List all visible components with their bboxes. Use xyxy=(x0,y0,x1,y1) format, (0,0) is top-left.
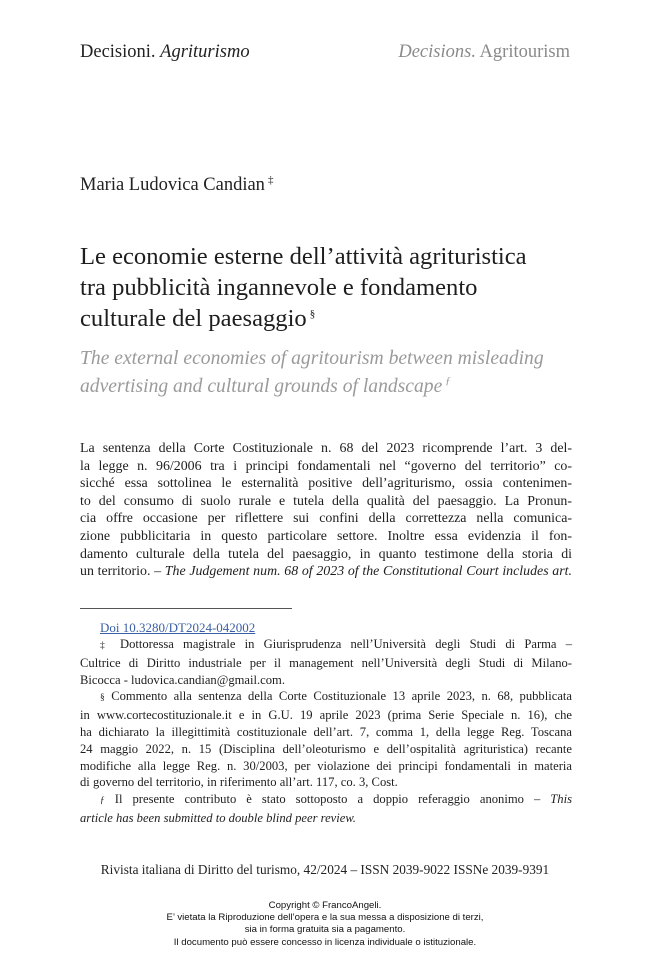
footnote-line: in www.cortecostituzionale.it e in G.U. 19 aprile 2023 (prima Serie Speciale n. 16), che xyxy=(80,708,572,723)
footnote-line-text: Commento alla sentenza della Corte Costituzionale 13 aprile 2023, n. 68, pubblicata xyxy=(104,689,572,704)
running-head-left xyxy=(80,42,250,63)
running-head-left-regular: Decisioni. xyxy=(80,42,161,62)
article-title-line xyxy=(80,303,590,334)
footnote-line: ha dichiarato la illegittimità costituzionale dell’art. 7, comma 1, della legge Reg. Toscana xyxy=(80,724,572,739)
running-head-right-regular: Agritourism xyxy=(475,42,570,62)
footnote-line-text: Il presente contributo è stato sottoposto a doppio referaggio anonimo – xyxy=(104,792,551,807)
footnote-line: Cultrice di Diritto industriale per il management nell’Università degli Studi di Milano- xyxy=(80,655,572,670)
abstract xyxy=(80,440,572,581)
footnote-line xyxy=(80,688,572,707)
running-head-left-italic: Agriturismo xyxy=(160,42,250,62)
abstract-line: la legge n. 96/2006 tra i principi fondamentali nel “governo del territorio” co- xyxy=(80,458,572,474)
article-title-line: tra pubblicità ingannevole e fondamento xyxy=(80,274,478,301)
title-footnote-mark[interactable]: § xyxy=(309,307,316,320)
footnote-mark: ƒ xyxy=(100,796,105,807)
abstract-last-italic: The Judgement num. 68 of 2023 of the Constitutional Court includes art. xyxy=(164,564,572,580)
footnote-commentary xyxy=(80,688,572,791)
journal-citation: Rivista italiana di Diritto del turismo, 42/2024 – ISSN 2039-9022 ISSNe 2039-9391 xyxy=(100,862,550,877)
footnote-line xyxy=(80,791,572,810)
author-name: Maria Ludovica Candian xyxy=(80,175,265,195)
running-head-right xyxy=(398,42,570,63)
article-title-line-text: culturale del paesaggio xyxy=(80,305,307,332)
author-line xyxy=(80,175,273,196)
author-footnote-mark[interactable]: ‡ xyxy=(267,173,274,186)
footnote-peer-review xyxy=(80,791,572,827)
article-title-line: Le economie esterne dell’attività agrituristica xyxy=(80,243,527,270)
abstract-line: to del consumo di suolo rurale e tutela della qualità del paesaggio. La Pronun- xyxy=(80,493,572,509)
abstract-last-regular: un territorio. – xyxy=(80,564,165,580)
english-title-line xyxy=(80,373,590,401)
doi-link[interactable]: Doi 10.3280/DT2024-042002 xyxy=(100,620,256,635)
footnote-line-text: Dottoressa magistrale in Giurisprudenza nell’Università degli Studi di Parma – xyxy=(110,637,573,651)
footnote-author xyxy=(80,636,572,688)
footnotes xyxy=(80,619,572,827)
abstract-line: cia offre occasione per riflettere sui confini della correttezza nella comunica- xyxy=(80,511,572,527)
english-title-line-text: advertising and cultural grounds of landscape xyxy=(80,376,443,397)
footnote-separator xyxy=(80,608,292,609)
footnote-line: 24 maggio 2022, n. 15 (Disciplina dell’oleoturismo e dell’ospitalità agrituristica) recante xyxy=(80,741,572,756)
copyright-line: E’ vietata la Riproduzione dell’opera e la sua messa a disposizione di terzi, xyxy=(166,912,484,924)
copyright-line: Il documento può essere concesso in licenza individuale o istituzionale. xyxy=(173,936,477,948)
footnote-line: Bicocca - ludovica.candian@gmail.com. xyxy=(80,672,285,687)
footnote-line: modifiche alla legge Reg. n. 30/2003, per violazione dei principi fondamentali in materia xyxy=(80,758,572,773)
running-head-right-italic: Decisions. xyxy=(398,42,476,62)
article-title xyxy=(80,241,590,334)
footnote-mark: ‡ xyxy=(100,641,111,651)
copyright-line: Copyright © FrancoAngeli. xyxy=(268,900,382,911)
footnote-mark: § xyxy=(100,693,105,704)
copyright-line: sia in forma gratuita sia a pagamento. xyxy=(244,924,406,936)
copyright-notice xyxy=(0,900,650,949)
abstract-line: damento culturale della tutela del paesaggio, in quanto testimone della storia di xyxy=(80,546,572,562)
article-title-english xyxy=(80,345,590,401)
footnote-line xyxy=(80,636,572,655)
abstract-line: sicché essa sottolinea le esternalità positive dell’agriturismo, ossia contenimen- xyxy=(80,476,572,492)
abstract-line-last xyxy=(80,563,572,581)
english-title-line: The external economies of agritourism between misleading xyxy=(80,348,544,369)
footnote-line: article has been submitted to double blind peer review. xyxy=(80,810,356,825)
footnote-line-italic: This xyxy=(550,792,572,807)
english-title-footnote-mark[interactable]: ƒ xyxy=(445,375,451,388)
footnote-line: di governo del territorio, in riferimento all’art. 117, co. 3, Cost. xyxy=(80,775,398,790)
abstract-line: La sentenza della Corte Costituzionale n. 68 del 2023 ricomprende l’art. 3 del- xyxy=(80,441,572,456)
abstract-line: zione pubblicitaria in questo particolare settore. Inoltre essa evidenzia il fon- xyxy=(80,528,572,544)
